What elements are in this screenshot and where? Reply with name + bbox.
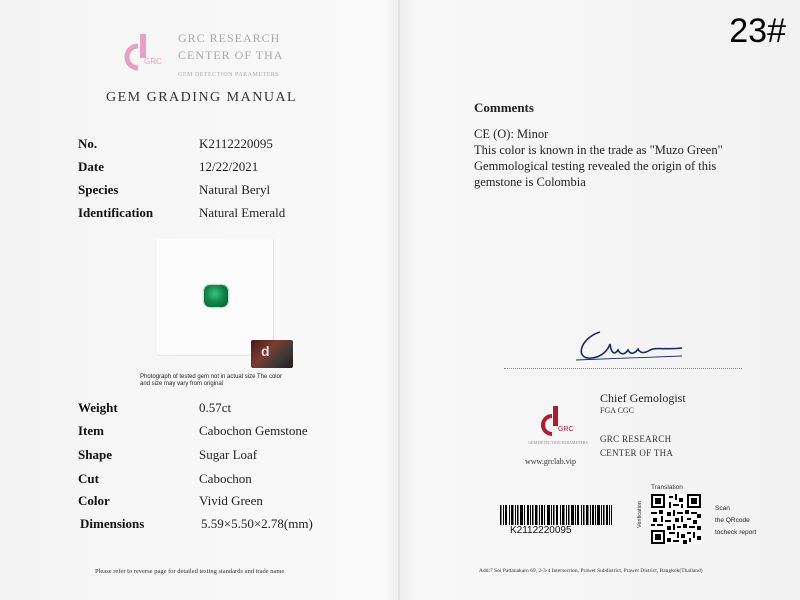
field-value-cut: Cabochon	[199, 471, 252, 486]
comments-title: Comments	[474, 100, 534, 115]
qr-code-icon[interactable]	[651, 494, 701, 544]
item-tag: 23#	[729, 12, 786, 50]
hologram-seal-icon: d	[251, 340, 293, 368]
org-name-line-2: CENTER OF THA	[600, 448, 674, 458]
comment-line: gemstone is Colombia	[474, 175, 586, 189]
field-label-weight: Weight	[78, 400, 118, 415]
field-value-color: Vivid Green	[199, 493, 263, 508]
website-link[interactable]: www.grclab.vip	[525, 457, 577, 466]
scan-line: Scan	[715, 505, 730, 512]
svg-text:GRC: GRC	[144, 57, 162, 66]
field-value-no: K2112220095	[199, 136, 273, 151]
signature-line	[504, 368, 742, 369]
signatory-credential: FGA CGC	[600, 406, 635, 415]
barcode-icon	[500, 505, 612, 525]
logo-caption: GEM DETECTION PARAMETERS	[528, 440, 588, 445]
manual-title: GEM GRADING MANUAL	[106, 90, 298, 105]
field-label-cut: Cut	[78, 471, 99, 486]
scan-line: tocheck report	[715, 529, 757, 536]
org-name-line-1: GRC RESEARCH	[600, 434, 672, 444]
field-label-dimensions: Dimensions	[80, 516, 145, 531]
translation-label: Translation	[651, 484, 683, 491]
brand-subtitle: GEM DETECTION PARAMETERS	[178, 72, 280, 78]
field-label-shape: Shape	[78, 447, 112, 462]
scan-line: the QRcode	[715, 517, 750, 524]
photo-note: Photograph of tested gem not in actual size The color and size may vary from original	[140, 374, 282, 387]
comment-line: This color is known in the trade as "Muzo Green"	[474, 143, 723, 157]
field-label-color: Color	[78, 493, 110, 508]
field-label-no: No.	[78, 136, 98, 151]
comment-line: CE (O): Minor	[474, 127, 549, 141]
svg-text:GRC: GRC	[558, 426, 574, 433]
scan-instructions	[715, 503, 756, 539]
field-value-species: Natural Beryl	[199, 182, 271, 197]
brand-name	[178, 30, 283, 64]
grc-logo-icon	[538, 404, 574, 440]
verification-label: Verification	[637, 501, 643, 528]
barcode-number: K2112220095	[510, 525, 572, 536]
field-label-item: Item	[78, 423, 104, 438]
field-value-date: 12/22/2021	[199, 159, 259, 174]
field-label-date: Date	[78, 159, 104, 174]
comment-line: Gemmological testing revealed the origin of this	[474, 159, 717, 173]
field-label-species: Species	[78, 182, 119, 197]
signature-icon	[570, 320, 690, 365]
field-value-shape: Sugar Loaf	[199, 447, 258, 462]
footer-address: Add:7 Soi Pattanakarn 69, 2-3-4 Intersection, Prawet Subdistrict, Prawet District, Bangkok(Thailand)	[479, 568, 703, 574]
page-fold	[398, 0, 400, 600]
grc-logo-icon	[120, 30, 165, 75]
brand-line-2: CENTER OF THA	[178, 48, 284, 62]
emerald-gem-image	[204, 285, 228, 307]
footer-note-left: Please refer to reverse page for detailed testing standards and trade name	[95, 568, 285, 575]
field-value-dimensions: 5.59×5.50×2.78(mm)	[201, 516, 313, 531]
signatory-title: Chief Gemologist	[600, 391, 686, 405]
field-value-item: Cabochon Gemstone	[199, 423, 308, 438]
field-value-weight: 0.57ct	[199, 400, 232, 415]
field-value-identification: Natural Emerald	[199, 205, 286, 220]
field-label-identification: Identification	[78, 205, 154, 220]
brand-line-1: GRC RESEARCH	[178, 31, 281, 45]
